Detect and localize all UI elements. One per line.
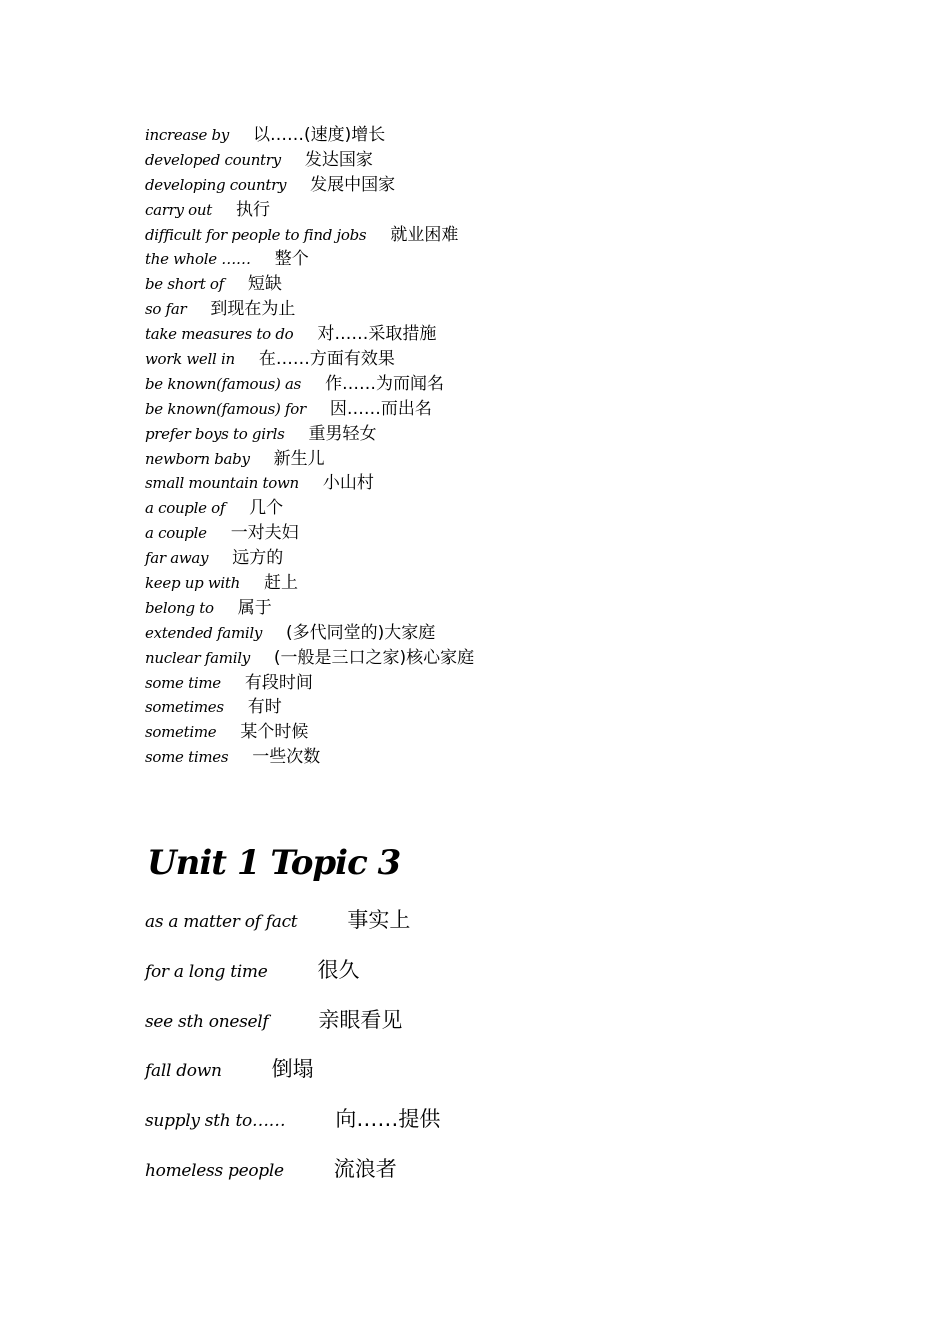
chinese-meaning: 就业困难 — [390, 224, 459, 245]
vocab-entry — [145, 272, 474, 297]
chinese-meaning: 事实上 — [347, 908, 411, 932]
vocab-entry — [145, 1003, 440, 1053]
english-phrase: sometimes — [145, 698, 224, 717]
chinese-meaning: 亲眼看见 — [318, 1007, 403, 1032]
chinese-meaning: 有段时间 — [244, 672, 313, 693]
chinese-meaning: 一对夫妇 — [230, 523, 299, 544]
chinese-meaning: 赶上 — [263, 573, 298, 594]
vocab-entry — [145, 953, 440, 1003]
vocab-entry — [145, 571, 474, 596]
vocab-entry — [145, 1152, 440, 1202]
vocab-entry — [145, 546, 474, 571]
vocab-entry — [145, 596, 474, 621]
english-phrase: be known(famous) as — [145, 374, 302, 393]
chinese-meaning: 发达国家 — [304, 149, 373, 170]
english-phrase: some times — [145, 748, 229, 767]
english-phrase: supply sth to…… — [145, 1111, 286, 1132]
english-phrase: so far — [145, 300, 187, 319]
vocab-entry — [145, 148, 474, 173]
chinese-meaning: 整个 — [274, 249, 309, 270]
chinese-meaning: 发展中国家 — [310, 174, 396, 195]
vocab-entry — [145, 646, 474, 671]
english-phrase: see sth oneself — [145, 1011, 269, 1032]
chinese-meaning: (一般是三口之家)核心家庭 — [273, 647, 475, 668]
vocab-entry — [145, 720, 474, 745]
vocab-entry — [145, 1102, 440, 1152]
english-phrase: be short of — [145, 275, 224, 294]
chinese-meaning: 倒塌 — [271, 1057, 314, 1082]
english-phrase: prefer boys to girls — [145, 424, 285, 443]
chinese-meaning: 新生儿 — [273, 448, 325, 469]
english-phrase: nuclear family — [145, 648, 250, 667]
chinese-meaning: 重男轻女 — [308, 423, 377, 444]
chinese-meaning: 到现在为止 — [210, 299, 296, 320]
vocab-entry — [145, 745, 474, 770]
vocab-entry — [145, 397, 474, 422]
vocab-entry — [145, 223, 474, 248]
english-phrase: increase by — [145, 126, 229, 144]
chinese-meaning: 几个 — [249, 498, 284, 519]
english-phrase: be known(famous) for — [145, 399, 306, 418]
chinese-meaning: 很久 — [317, 957, 360, 982]
english-phrase: some time — [145, 673, 221, 692]
vocab-entry — [145, 695, 474, 720]
chinese-meaning: 执行 — [235, 199, 270, 220]
chinese-meaning: 有时 — [247, 697, 282, 718]
english-phrase: far away — [145, 549, 209, 568]
chinese-meaning: 流浪者 — [333, 1156, 397, 1181]
vocab-entry — [145, 1052, 440, 1102]
english-phrase: fall down — [145, 1061, 222, 1082]
english-phrase: developing country — [145, 175, 287, 194]
english-phrase: the whole …… — [145, 250, 251, 269]
english-phrase: work well in — [145, 350, 235, 369]
english-phrase: as a matter of fact — [145, 912, 298, 932]
english-phrase: difficult for people to find jobs — [145, 225, 367, 244]
vocab-entry — [145, 447, 474, 472]
chinese-meaning: 远方的 — [232, 548, 284, 569]
english-phrase: a couple — [145, 524, 207, 543]
english-phrase: belong to — [145, 598, 214, 617]
english-phrase: carry out — [145, 200, 212, 219]
english-phrase: developed country — [145, 150, 281, 169]
vocabulary-list-topic-2 — [145, 123, 474, 770]
vocab-entry — [145, 372, 474, 397]
chinese-meaning: 以……(速度)增长 — [252, 125, 386, 145]
chinese-meaning: 向……提供 — [335, 1107, 441, 1132]
chinese-meaning: 属于 — [237, 597, 272, 618]
english-phrase: sometime — [145, 723, 217, 742]
english-phrase: take measures to do — [145, 325, 294, 344]
vocab-entry — [145, 247, 474, 272]
vocab-entry — [145, 521, 474, 546]
vocab-entry — [145, 621, 474, 646]
vocab-entry — [145, 173, 474, 198]
chinese-meaning: 某个时候 — [240, 722, 309, 743]
vocab-entry — [145, 123, 474, 148]
vocab-entry — [145, 671, 474, 696]
english-phrase: keep up with — [145, 574, 240, 593]
chinese-meaning: 作……为而闻名 — [325, 373, 445, 394]
english-phrase: a couple of — [145, 499, 226, 518]
chinese-meaning: 小山村 — [322, 473, 374, 494]
vocab-entry — [145, 347, 474, 372]
chinese-meaning: (多代同堂的)大家庭 — [286, 622, 436, 643]
chinese-meaning: 短缺 — [247, 274, 282, 295]
english-phrase: extended family — [145, 623, 263, 642]
english-phrase: homeless people — [145, 1160, 284, 1181]
section-heading: Unit 1 Topic 3 — [147, 843, 401, 883]
chinese-meaning: 对……采取措施 — [317, 324, 437, 345]
english-phrase: small mountain town — [145, 474, 299, 493]
vocab-entry — [145, 903, 440, 953]
english-phrase: newborn baby — [145, 449, 250, 468]
vocab-entry — [145, 322, 474, 347]
chinese-meaning: 一些次数 — [252, 747, 321, 768]
chinese-meaning: 在……方面有效果 — [258, 349, 395, 370]
english-phrase: for a long time — [145, 961, 268, 982]
vocab-entry — [145, 422, 474, 447]
chinese-meaning: 因……而出名 — [329, 398, 432, 419]
vocab-entry — [145, 496, 474, 521]
vocab-entry — [145, 471, 474, 496]
vocabulary-list-topic-3 — [145, 903, 440, 1202]
vocab-entry — [145, 297, 474, 322]
vocab-entry — [145, 198, 474, 223]
